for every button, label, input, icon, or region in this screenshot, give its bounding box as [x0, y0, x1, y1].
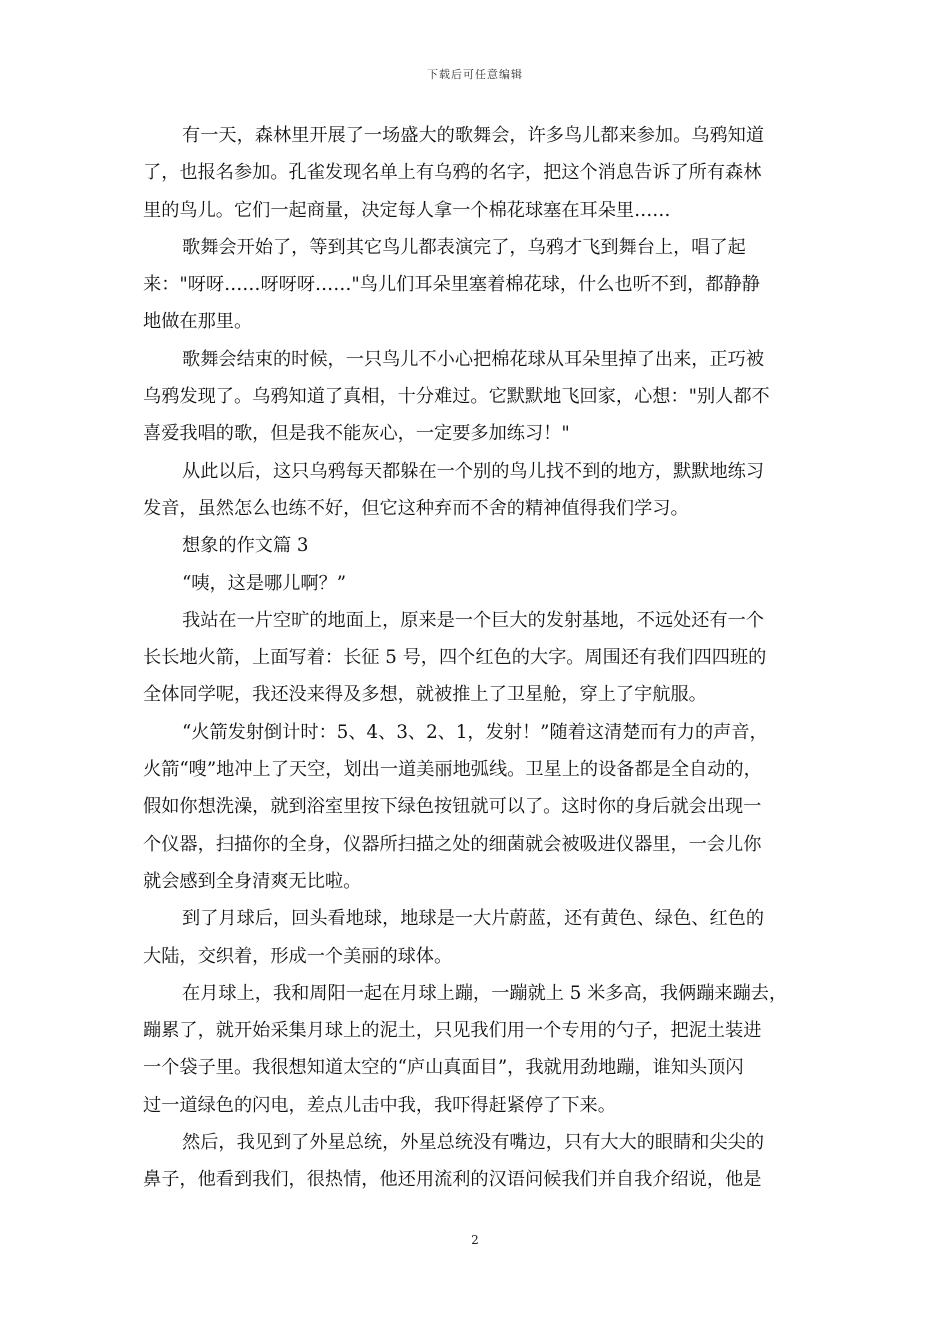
text-line: “火箭发射倒计时：5、4、3、2、1，发射！”随着这清楚而有力的声音， [182, 721, 768, 743]
text-line: 鼻子，他看到我们，很热情，他还用流利的汉语问候我们并自我介绍说，他是 [143, 1169, 762, 1191]
text-line: 喜爱我唱的歌，但是我不能灰心，一定要多加练习！" [143, 423, 570, 445]
text-line: 里的鸟儿。它们一起商量，决定每人拿一个棉花球塞在耳朵里…… [143, 199, 671, 221]
text-line: 乌鸦发现了。乌鸦知道了真相，十分难过。它默默地飞回家，心想："别人都不 [143, 386, 770, 408]
text-line: 大陆，交织着，形成一个美丽的球体。 [143, 945, 453, 967]
text-line: 想象的作文篇 3 [182, 535, 309, 557]
text-line: 在月球上，我和周阳一起在月球上蹦，一蹦就上 5 米多高，我俩蹦来蹦去， [182, 982, 788, 1004]
text-line: “咦，这是哪儿啊？” [182, 572, 347, 594]
text-line: 我站在一片空旷的地面上，原来是一个巨大的发射基地，不远处还有一个 [182, 609, 765, 631]
text-line: 火箭“嗖”地冲上了天空，划出一道美丽地弧线。卫星上的设备都是全自动的， [143, 759, 762, 781]
text-line: 有一天，森林里开展了一场盛大的歌舞会，许多鸟儿都来参加。乌鸦知道 [182, 125, 765, 146]
text-line: 从此以后，这只乌鸦每天都躲在一个别的鸟儿找不到的地方，默默地练习 [182, 460, 765, 482]
page-number: 2 [471, 1233, 479, 1247]
text-line: 个仪器，扫描你的全身，仪器所扫描之处的细菌就会被吸进仪器里，一会儿你 [143, 833, 762, 855]
text-line: 来："呀呀……呀呀呀……"鸟儿们耳朵里塞着棉花球，什么也听不到，都静静 [143, 274, 760, 296]
text-line: 到了月球后，回头看地球，地球是一大片蔚蓝，还有黄色、绿色、红色的 [182, 908, 765, 930]
document-body [143, 117, 813, 1199]
text-line: 就会感到全身清爽无比啦。 [143, 870, 362, 892]
text-line: 歌舞会结束的时候，一只鸟儿不小心把棉花球从耳朵里掉了出来，正巧被 [182, 348, 765, 370]
text-line: 假如你想洗澡，就到浴室里按下绿色按钮就可以了。这时你的身后就会出现一 [143, 796, 762, 818]
text-line: 了，也报名参加。孔雀发现名单上有乌鸦的名字，把这个消息告诉了所有森林 [143, 162, 762, 184]
text-line: 过一道绿色的闪电，差点儿击中我，我吓得赶紧停了下来。 [143, 1094, 616, 1116]
text-line: 歌舞会开始了，等到其它鸟儿都表演完了，乌鸦才飞到舞台上，唱了起 [182, 236, 746, 258]
text-line: 蹦累了，就开始采集月球上的泥土，只见我们用一个专用的勺子，把泥土装进 [143, 1020, 762, 1042]
text-line: 一个袋子里。我很想知道太空的“庐山真面目”，我就用劲地蹦，谁知头顶闪 [143, 1057, 744, 1079]
text-line: 发音，虽然怎么也练不好，但它这种弃而不舍的精神值得我们学习。 [143, 497, 689, 519]
text-line: 地做在那里。 [143, 311, 253, 333]
text-line: 然后，我见到了外星总统，外星总统没有嘴边，只有大大的眼睛和尖尖的 [182, 1132, 765, 1154]
text-line: 全体同学呢，我还没来得及多想，就被推上了卫星舱，穿上了宇航服。 [143, 684, 707, 706]
page-header: 下载后可任意编辑 [427, 68, 523, 81]
text-line: 长长地火箭，上面写着：长征 5 号，四个红色的大字。周围还有我们四四班的 [143, 647, 767, 669]
